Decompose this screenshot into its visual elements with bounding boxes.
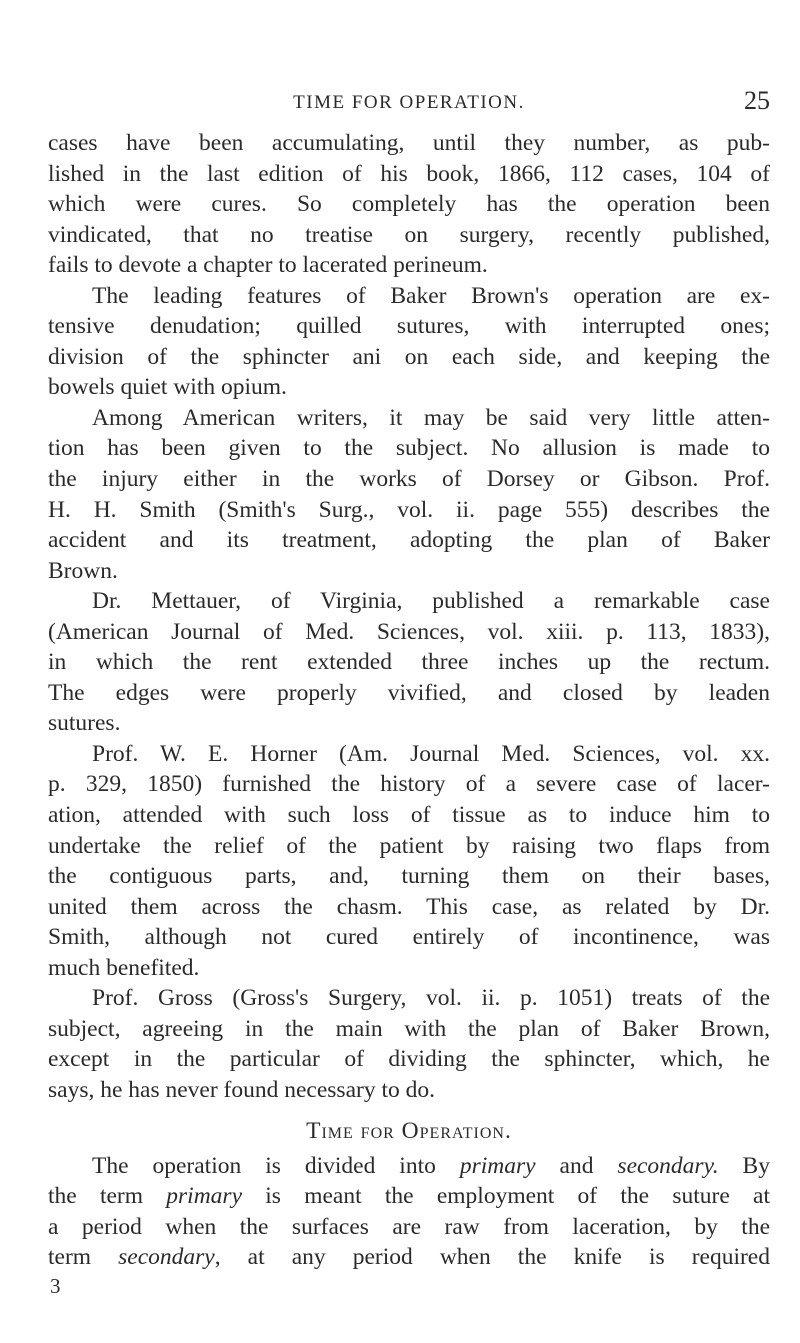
text-line: (American Journal of Med. Sciences, vol. xiii. p. 113, 1833), bbox=[48, 618, 770, 645]
text-line: vindicated, that no treatise on surgery, recently published, bbox=[48, 221, 770, 248]
text-line: a period when the surfaces are raw from laceration, by the bbox=[48, 1213, 770, 1240]
text-line bbox=[48, 1181, 770, 1212]
page-header bbox=[48, 88, 770, 118]
text-run: and bbox=[535, 1152, 618, 1179]
text-line: Among American writers, it may be said very little atten- bbox=[92, 404, 770, 431]
text-line: accident and its treatment, adopting the plan of Baker bbox=[48, 527, 770, 554]
text-line: in which the rent extended three inches up the rectum. bbox=[48, 649, 770, 676]
text-line: much benefited. bbox=[48, 954, 200, 981]
text-run: the term bbox=[48, 1183, 167, 1210]
paragraph bbox=[48, 586, 770, 739]
text-run: term bbox=[48, 1244, 119, 1271]
text-line: united them across the chasm. This case, as related by Dr. bbox=[48, 893, 770, 920]
italic-term: primary bbox=[166, 1183, 243, 1210]
paragraph bbox=[48, 403, 770, 586]
text-line: Smith, although not cured entirely of incontinence, was bbox=[48, 924, 770, 951]
text-line: The leading features of Baker Brown's operation are ex- bbox=[92, 282, 770, 309]
text-line: lished in the last edition of his book, 1866, 112 cases, 104 of bbox=[48, 160, 770, 187]
text-line: The edges were properly vivified, and closed by leaden bbox=[48, 679, 770, 706]
text-line: Dr. Mettauer, of Virginia, published a remarkable case bbox=[92, 588, 770, 615]
paragraph bbox=[48, 739, 770, 983]
signature-mark: 3 bbox=[50, 1273, 61, 1298]
text-line: fails to devote a chapter to lacerated perineum. bbox=[48, 252, 488, 279]
text-line: which were cures. So completely has the operation been bbox=[48, 191, 770, 218]
section-heading: Time for Operation. bbox=[306, 1117, 512, 1144]
text-line: division of the sphincter ani on each side, and keeping the bbox=[48, 343, 770, 370]
text-line: tion has been given to the subject. No allusion is made to bbox=[48, 435, 770, 462]
text-line: sutures. bbox=[48, 710, 121, 737]
paragraph bbox=[48, 1151, 770, 1273]
text-line: tensive denudation; quilled sutures, with interrupted ones; bbox=[48, 313, 770, 340]
text-line: Prof. Gross (Gross's Surgery, vol. ii. p. 1051) treats of the bbox=[92, 985, 770, 1012]
text-run: By bbox=[718, 1152, 770, 1179]
text-line: cases have been accumulating, until they number, as pub- bbox=[48, 130, 770, 156]
text-line: except in the particular of dividing the sphincter, which, he bbox=[48, 1046, 770, 1073]
text-line bbox=[48, 1242, 770, 1273]
text-run: , at any period when the knife is required bbox=[214, 1244, 770, 1271]
text-line: p. 329, 1850) furnished the history of a severe case of lacer- bbox=[48, 771, 770, 798]
text-line: subject, agreeing in the main with the plan of Baker Brown, bbox=[48, 1015, 770, 1042]
text-run: is meant the employment of the suture at bbox=[242, 1183, 770, 1210]
paragraph bbox=[48, 983, 770, 1105]
running-title: TIME FOR OPERATION. bbox=[293, 92, 525, 113]
italic-term: secondary bbox=[118, 1244, 215, 1271]
text-line: undertake the relief of the patient by raising two flaps from bbox=[48, 832, 770, 859]
text-line: H. H. Smith (Smith's Surg., vol. ii. page 555) describes the bbox=[48, 496, 770, 523]
text-line bbox=[48, 1151, 770, 1182]
page-number: 25 bbox=[744, 86, 770, 115]
paragraph bbox=[48, 281, 770, 403]
text-line: the contiguous parts, and, turning them on their bases, bbox=[48, 863, 770, 890]
text-line: the injury either in the works of Dorsey or Gibson. Prof. bbox=[48, 466, 770, 493]
text-run: The operation is divided into bbox=[92, 1152, 460, 1179]
text-line: ation, attended with such loss of tissue as to induce him to bbox=[48, 802, 770, 829]
text-line: Prof. W. E. Horner (Am. Journal Med. Sciences, vol. xx. bbox=[92, 740, 770, 767]
italic-term: secondary. bbox=[617, 1152, 719, 1179]
text-line: Brown. bbox=[48, 557, 118, 584]
italic-term: primary bbox=[459, 1152, 536, 1179]
paragraph bbox=[48, 128, 770, 281]
text-line: says, he has never found necessary to do. bbox=[48, 1076, 435, 1103]
page-body bbox=[48, 128, 770, 1299]
text-line: bowels quiet with opium. bbox=[48, 374, 287, 401]
